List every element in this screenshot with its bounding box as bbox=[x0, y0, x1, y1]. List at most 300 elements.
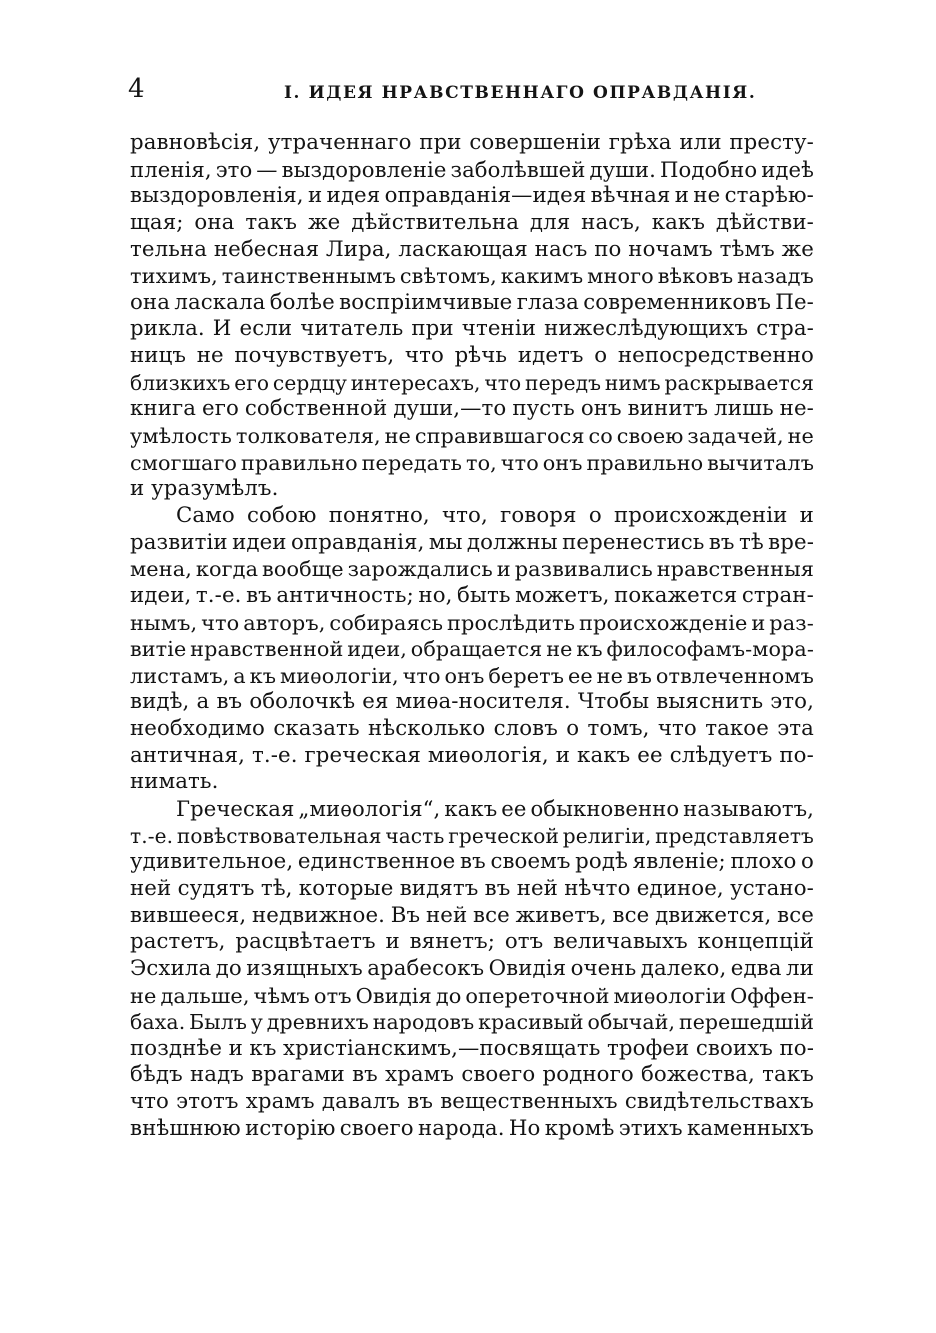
word: едва bbox=[730, 955, 782, 981]
word: современниковъ bbox=[583, 289, 771, 315]
word: таинственнымъ bbox=[221, 264, 396, 289]
word: равновѣсія, bbox=[130, 130, 261, 155]
word: но, bbox=[418, 582, 453, 608]
word: что, bbox=[441, 502, 488, 528]
word: народовъ bbox=[372, 1010, 475, 1035]
word: лишь bbox=[714, 396, 774, 422]
word: и bbox=[130, 476, 152, 502]
word: это bbox=[215, 156, 253, 182]
word: этихъ bbox=[618, 1115, 683, 1141]
word: слѣдуетъ bbox=[669, 742, 773, 768]
word: и bbox=[751, 610, 766, 635]
word: ней bbox=[130, 875, 172, 901]
word: не bbox=[130, 983, 157, 1008]
word: красивый bbox=[478, 1010, 584, 1035]
word: онъ bbox=[580, 396, 622, 422]
word: со bbox=[588, 424, 613, 449]
word: его bbox=[234, 370, 270, 395]
text-line bbox=[130, 130, 814, 157]
word: далеко, bbox=[640, 955, 727, 981]
word: вѣчная bbox=[590, 183, 671, 209]
text-line bbox=[130, 290, 814, 317]
text-line bbox=[130, 316, 814, 343]
text-line bbox=[130, 716, 814, 743]
word: передъ bbox=[525, 370, 602, 395]
word: заболѣвшей bbox=[450, 156, 586, 182]
word: и bbox=[307, 183, 323, 209]
word: оболочкѣ bbox=[249, 689, 356, 715]
word: души,—то bbox=[393, 396, 507, 422]
word: и bbox=[674, 183, 690, 209]
word: величавыхъ bbox=[553, 929, 688, 955]
word: Овидія bbox=[355, 983, 432, 1008]
word: т.-е. bbox=[251, 742, 298, 768]
word: выяснить bbox=[656, 689, 764, 715]
word: что bbox=[201, 610, 240, 635]
word: единственное bbox=[297, 849, 456, 875]
text-line bbox=[130, 450, 814, 477]
word: въ bbox=[216, 689, 243, 715]
word: тѣ bbox=[738, 529, 764, 555]
word: о bbox=[594, 343, 608, 369]
word: вычиталъ bbox=[707, 450, 814, 475]
text-line bbox=[130, 769, 814, 796]
text-line bbox=[130, 263, 814, 290]
word: ночамъ bbox=[628, 236, 713, 262]
word: глаза bbox=[516, 289, 579, 315]
word: тѣмъ bbox=[719, 236, 775, 262]
word: пусть bbox=[512, 396, 575, 422]
word: собою bbox=[247, 502, 317, 528]
word: ней bbox=[425, 902, 468, 928]
word: о bbox=[801, 849, 814, 875]
word: когда bbox=[195, 557, 259, 582]
word: своихъ bbox=[695, 1035, 773, 1061]
word: раскрывается bbox=[664, 370, 814, 395]
word: къ bbox=[576, 637, 603, 662]
word: ласкала bbox=[174, 289, 266, 315]
word: миѳологіи, bbox=[279, 663, 399, 688]
word: отъ bbox=[313, 983, 352, 1008]
word: Подобно bbox=[659, 156, 758, 182]
word: такое bbox=[705, 716, 769, 742]
word: чѣмъ bbox=[253, 983, 310, 1008]
word: какъ bbox=[651, 209, 705, 235]
word: винитъ bbox=[627, 396, 709, 422]
word: недвижное. bbox=[251, 902, 386, 928]
word: о bbox=[588, 502, 602, 528]
word: нымъ, bbox=[130, 610, 198, 635]
word: Лира, bbox=[325, 236, 392, 262]
word: что bbox=[484, 370, 522, 395]
word: говоря bbox=[500, 502, 577, 528]
page-number: 4 bbox=[128, 74, 145, 104]
word: судятъ bbox=[177, 875, 255, 901]
word: книга bbox=[130, 396, 197, 422]
word: грѣха bbox=[608, 130, 672, 155]
word: въ bbox=[484, 875, 511, 901]
word: развитіи bbox=[130, 529, 228, 555]
word: зарождались bbox=[347, 557, 493, 582]
word: уразумѣлъ. bbox=[151, 476, 279, 502]
running-head-title: I. ИДЕЯ НРАВСТВЕННАГО ОПРАВДАНІЯ. bbox=[284, 83, 757, 103]
word: и bbox=[496, 557, 511, 582]
word: должны bbox=[466, 529, 558, 555]
word: врагами bbox=[251, 1062, 345, 1088]
word: тельна bbox=[130, 236, 208, 262]
word: ли bbox=[785, 955, 814, 981]
word: идетъ bbox=[517, 343, 584, 369]
word: народа. bbox=[417, 1115, 505, 1141]
word: что bbox=[402, 663, 441, 688]
word: сказать bbox=[273, 716, 360, 742]
word: много bbox=[587, 264, 654, 289]
word: ницъ bbox=[130, 343, 187, 369]
word: почувствуетъ, bbox=[234, 343, 395, 369]
word: кромѣ bbox=[544, 1115, 615, 1141]
word: въ bbox=[626, 663, 652, 688]
word: нимъ bbox=[604, 370, 661, 395]
word: оправданія, bbox=[290, 529, 425, 555]
word: назадъ bbox=[737, 264, 814, 289]
text-line bbox=[130, 1062, 814, 1089]
word: идеи bbox=[232, 529, 287, 555]
word: обычай, bbox=[587, 1010, 676, 1035]
word: ее bbox=[567, 663, 593, 688]
word: души. bbox=[589, 156, 656, 182]
text-line bbox=[130, 689, 814, 716]
word: то, bbox=[465, 450, 497, 475]
text-line bbox=[130, 476, 814, 503]
word: для bbox=[529, 209, 571, 235]
word: къ bbox=[249, 1035, 277, 1061]
word: перешедшій bbox=[678, 1010, 814, 1035]
word: часть bbox=[385, 823, 445, 848]
word: близкихъ bbox=[130, 370, 231, 395]
word: миѳа-носителя. bbox=[395, 689, 571, 715]
word: вѣковъ bbox=[657, 264, 734, 289]
word: исторію bbox=[245, 1115, 336, 1141]
text-line bbox=[130, 983, 814, 1010]
word: очень bbox=[570, 955, 637, 981]
word: такъ bbox=[245, 209, 298, 235]
word: Чтобы bbox=[577, 689, 650, 715]
word: непосредственно bbox=[617, 343, 814, 369]
word: храмъ bbox=[385, 1062, 455, 1088]
word: родѣ bbox=[575, 849, 628, 875]
word: свидѣтельствахъ bbox=[624, 1089, 814, 1115]
word: идеи, bbox=[347, 637, 407, 662]
word: философамъ-морa- bbox=[606, 637, 814, 662]
word: если bbox=[239, 316, 293, 342]
word: тихимъ, bbox=[130, 264, 218, 289]
text-line bbox=[130, 903, 814, 930]
word: воспріимчивые bbox=[339, 289, 513, 315]
text-line bbox=[130, 183, 814, 210]
word: по bbox=[594, 236, 622, 262]
word: т.-е. bbox=[130, 823, 174, 848]
word: развивались bbox=[514, 557, 653, 582]
word: же bbox=[307, 209, 341, 235]
word: задачей, bbox=[687, 424, 784, 449]
word: эта bbox=[777, 716, 814, 742]
word: и bbox=[799, 502, 814, 528]
word: необходимо bbox=[130, 716, 265, 742]
word: престу- bbox=[729, 130, 814, 155]
text-line bbox=[130, 210, 814, 237]
text-line bbox=[130, 530, 814, 557]
word: интересахъ, bbox=[350, 370, 481, 395]
word: смогшаго bbox=[130, 450, 238, 475]
word: по- bbox=[779, 742, 814, 768]
word: у bbox=[250, 1010, 263, 1035]
word: покажется bbox=[614, 582, 738, 608]
word: И bbox=[212, 316, 232, 342]
text-line bbox=[130, 956, 814, 983]
word: позднѣе bbox=[130, 1035, 223, 1061]
word: оправданія—идея bbox=[384, 183, 587, 209]
text-line bbox=[130, 370, 814, 397]
word: или bbox=[679, 130, 722, 155]
word: дальше, bbox=[160, 983, 250, 1008]
word: движется, bbox=[655, 902, 772, 928]
word: божества, bbox=[641, 1062, 755, 1088]
word: чтеніи bbox=[461, 316, 537, 342]
word: т.-е. bbox=[195, 582, 242, 608]
text-line bbox=[130, 157, 814, 184]
word: собственной bbox=[244, 396, 388, 422]
word: которые bbox=[298, 875, 394, 901]
word: опереточной bbox=[465, 983, 610, 1008]
text-line bbox=[130, 636, 814, 663]
word: религіи, bbox=[562, 823, 652, 848]
word: античность; bbox=[276, 582, 414, 608]
word: насъ, bbox=[581, 209, 641, 235]
word: свѣтомъ, bbox=[399, 264, 497, 289]
text-line bbox=[130, 583, 814, 610]
text-line bbox=[130, 823, 814, 850]
word: вещественныхъ bbox=[440, 1089, 618, 1115]
word: можетъ, bbox=[515, 582, 610, 608]
word: Оффен- bbox=[730, 983, 814, 1008]
word: ее bbox=[501, 796, 527, 822]
word: нравственныя bbox=[656, 557, 814, 582]
word: миѳологіи bbox=[613, 983, 727, 1008]
word: все bbox=[473, 902, 510, 928]
word: греческая bbox=[304, 742, 421, 768]
word: по- bbox=[779, 1035, 814, 1061]
word: беретъ bbox=[488, 663, 565, 688]
text-line bbox=[130, 343, 814, 370]
word: вре- bbox=[768, 529, 814, 555]
word: утраченнаго bbox=[268, 130, 412, 155]
word: въ bbox=[246, 582, 272, 608]
word: и bbox=[385, 929, 400, 955]
text-line bbox=[130, 423, 814, 450]
word: представляетъ bbox=[655, 823, 814, 848]
word: а bbox=[196, 689, 210, 715]
word: плохо bbox=[730, 849, 797, 875]
word: его bbox=[202, 396, 239, 422]
word: греческой bbox=[448, 823, 559, 848]
word: не bbox=[596, 663, 623, 688]
word: въ bbox=[352, 1062, 378, 1088]
word: витіе bbox=[130, 637, 187, 662]
word: небесная bbox=[213, 236, 320, 262]
text-line bbox=[130, 396, 814, 423]
word: древнихъ bbox=[266, 1010, 369, 1035]
word: передать bbox=[361, 450, 463, 475]
word: мена, bbox=[130, 557, 192, 582]
word: правильно bbox=[586, 450, 704, 475]
word: Въ bbox=[390, 902, 421, 928]
word: прослѣдить bbox=[447, 610, 576, 635]
word: Но bbox=[508, 1115, 541, 1141]
word: совершеніи bbox=[469, 130, 601, 155]
word: устано- bbox=[730, 875, 814, 901]
word: раз- bbox=[769, 610, 814, 635]
word: сердцу bbox=[272, 370, 347, 395]
text-line bbox=[130, 610, 814, 637]
word: растетъ, bbox=[130, 929, 226, 955]
word: собираясь bbox=[329, 610, 444, 635]
word: своего bbox=[461, 1062, 536, 1088]
word: своемъ bbox=[490, 849, 571, 875]
word: античная, bbox=[130, 742, 245, 768]
word: при bbox=[411, 316, 454, 342]
word: Греческая bbox=[176, 796, 295, 822]
word: повѣствовательная bbox=[176, 823, 382, 848]
text-line bbox=[130, 743, 814, 770]
word: нижеслѣдующихъ bbox=[544, 316, 749, 342]
word: — bbox=[256, 156, 278, 182]
word: о bbox=[566, 716, 580, 742]
word: рикла. bbox=[130, 316, 205, 342]
word: толкователя, bbox=[235, 424, 381, 449]
text-line bbox=[130, 876, 814, 903]
text-line bbox=[130, 1116, 814, 1143]
word: отвлеченномъ bbox=[655, 663, 814, 688]
word: бѣдъ bbox=[130, 1062, 183, 1088]
word: этотъ bbox=[176, 1089, 239, 1115]
word: болѣе bbox=[269, 289, 335, 315]
word: Овидія bbox=[488, 955, 567, 981]
word: надъ bbox=[189, 1062, 244, 1088]
word: „миѳологія“, bbox=[298, 796, 441, 822]
word: идеѣ bbox=[761, 156, 814, 182]
word: давалъ bbox=[321, 1089, 401, 1115]
word: она bbox=[130, 289, 171, 315]
word: удивительное, bbox=[130, 849, 294, 875]
word: рѣчь bbox=[454, 343, 508, 369]
word: при bbox=[419, 130, 462, 155]
word: выздоровленія, bbox=[130, 183, 304, 209]
word: читатель bbox=[300, 316, 404, 342]
word: нѣсколько bbox=[367, 716, 486, 742]
word: а bbox=[233, 663, 246, 688]
word: что bbox=[500, 450, 539, 475]
word: она bbox=[194, 209, 235, 235]
text-line bbox=[130, 1036, 814, 1063]
body-text bbox=[130, 130, 814, 1142]
word: происхожденіи bbox=[613, 502, 788, 528]
word: арабесокъ bbox=[367, 955, 485, 981]
word: онъ bbox=[444, 663, 485, 688]
word: стра- bbox=[756, 316, 814, 342]
word: старѣю- bbox=[724, 183, 814, 209]
word: пленія, bbox=[130, 156, 212, 182]
word: идея bbox=[326, 183, 381, 209]
word: Эсхила bbox=[130, 955, 212, 981]
text-line bbox=[130, 237, 814, 264]
word: понятно, bbox=[328, 502, 430, 528]
word: нѣчто bbox=[564, 875, 631, 901]
word: дѣйстви- bbox=[715, 209, 814, 235]
word: словъ bbox=[493, 716, 558, 742]
word: къ bbox=[249, 663, 277, 688]
word: идеи, bbox=[130, 582, 192, 608]
word: авторъ, bbox=[243, 610, 326, 635]
word: какимъ bbox=[500, 264, 584, 289]
word: умѣлость bbox=[130, 424, 232, 449]
word: не bbox=[787, 424, 814, 449]
word: единое, bbox=[636, 875, 724, 901]
text-line bbox=[130, 849, 814, 876]
word: своею bbox=[616, 424, 684, 449]
word: не bbox=[196, 343, 224, 369]
word: какъ bbox=[444, 796, 498, 822]
word: что bbox=[130, 1089, 169, 1115]
text-line bbox=[130, 929, 814, 956]
word: отъ bbox=[504, 929, 544, 955]
word: баха. bbox=[130, 1010, 186, 1035]
word: это, bbox=[770, 689, 814, 715]
word: ласкающая bbox=[398, 236, 528, 262]
word: концепцій bbox=[697, 929, 814, 955]
word: въ bbox=[708, 529, 735, 555]
word: расцвѣтаетъ bbox=[235, 929, 376, 955]
word: христіанскимъ,—посвящать bbox=[283, 1035, 601, 1061]
word: миѳологія, bbox=[427, 742, 549, 768]
word: листамъ, bbox=[130, 663, 230, 688]
word: нимать. bbox=[130, 769, 219, 795]
word: такъ bbox=[762, 1062, 814, 1088]
word: правильно bbox=[240, 450, 358, 475]
word: тѣ, bbox=[260, 875, 293, 901]
word: обыкновенно bbox=[530, 796, 680, 822]
word: томъ, bbox=[587, 716, 650, 742]
word: онъ bbox=[542, 450, 583, 475]
word: нравственной bbox=[190, 637, 344, 662]
word: вившееся, bbox=[130, 902, 247, 928]
word: щая; bbox=[130, 209, 184, 235]
word: трофеи bbox=[607, 1035, 690, 1061]
word: выздоровленіе bbox=[281, 156, 447, 182]
text-line bbox=[130, 1009, 814, 1036]
word: вянетъ; bbox=[409, 929, 496, 955]
word: все bbox=[777, 902, 814, 928]
text-line bbox=[130, 796, 814, 823]
word: мы bbox=[428, 529, 463, 555]
word: Былъ bbox=[189, 1010, 247, 1035]
word: вообще bbox=[262, 557, 344, 582]
word: ней bbox=[516, 875, 558, 901]
word: въ bbox=[407, 1089, 434, 1115]
word: въ bbox=[460, 849, 486, 875]
word: не bbox=[384, 424, 411, 449]
word: что bbox=[404, 343, 444, 369]
word: ея bbox=[362, 689, 389, 715]
